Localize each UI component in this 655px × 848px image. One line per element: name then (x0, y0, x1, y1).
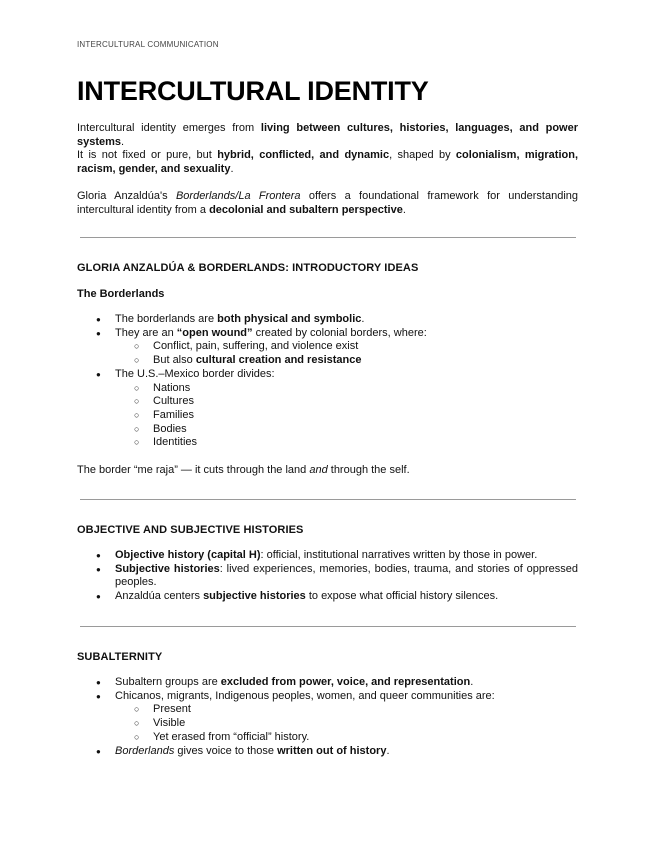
section-heading: OBJECTIVE AND SUBJECTIVE HISTORIES (77, 524, 304, 536)
borderlands-section (77, 262, 578, 478)
sub-list-item: ○ Conflict, pain, suffering, and violence exist (115, 340, 578, 354)
subalternity-section (77, 651, 578, 758)
page-title: INTERCULTURAL IDENTITY (77, 76, 429, 106)
list-item: ● The borderlands are both physical and symbolic. (77, 313, 578, 327)
divider (80, 237, 576, 238)
closing-line: The border “me raja” — it cuts through the land and through the self. (77, 464, 410, 477)
sub-list (115, 703, 578, 744)
sub-list (115, 382, 578, 451)
sub-list-item: ○ Yet erased from “official” history. (115, 731, 578, 745)
divider (80, 499, 576, 500)
sub-list-item: ○ Present (115, 703, 578, 717)
sub-list (115, 340, 578, 367)
sub-list-item: ○ Cultures (115, 395, 578, 409)
sub-list-item: ○ Bodies (115, 423, 578, 437)
bullet-list (77, 313, 578, 450)
list-item: ● The U.S.–Mexico border divides: ○ Nations ○ Cultures ○ Families ○ Bodies ○ Identities (77, 368, 578, 450)
sub-heading: The Borderlands (77, 288, 165, 300)
section-heading: SUBALTERNITY (77, 651, 163, 663)
intro-paragraph-3: Gloria Anzaldúa's Borderlands/La Frontera offers a foundational framework for understanding intercultural identity from a decolonial and subaltern perspective. (77, 189, 579, 216)
sub-list-item: ○ Families (115, 409, 578, 423)
list-item: ● Chicanos, migrants, Indigenous peoples, women, and queer communities are: ○ Present ○ Visible ○ Yet erased from “official” history. (77, 690, 578, 745)
intro-paragraph-1: Intercultural identity emerges from living between cultures, histories, languages, and power systems. (77, 122, 578, 148)
sub-list-item: ○ Nations (115, 382, 578, 396)
bullet-list (77, 676, 578, 758)
sub-list-item: ○ But also cultural creation and resistance (115, 354, 578, 368)
divider (80, 626, 576, 627)
histories-section (77, 524, 578, 604)
intro-section (77, 122, 578, 217)
list-item: ● Subaltern groups are excluded from power, voice, and representation. (77, 676, 578, 690)
intro-paragraph-2: It is not fixed or pure, but hybrid, conflicted, and dynamic, shaped by colonialism, migration, racism, gender, and sexuality. (77, 149, 579, 176)
section-heading: GLORIA ANZALDÚA & BORDERLANDS: INTRODUCTORY IDEAS (77, 262, 419, 274)
list-item: ● Subjective histories: lived experiences, memories, bodies, trauma, and stories of oppressed peoples. (77, 563, 578, 590)
list-item: ● Borderlands gives voice to those written out of history. (77, 745, 578, 759)
sub-list-item: ○ Visible (115, 717, 578, 731)
list-item: ● They are an “open wound” created by colonial borders, where: ○ Conflict, pain, suffering, and violence exist ○ But also cultural creation and resistance (77, 327, 578, 368)
list-item: ● Objective history (capital H): official, institutional narratives written by those in power. (77, 549, 578, 563)
sub-list-item: ○ Identities (115, 436, 578, 450)
running-header: INTERCULTURAL COMMUNICATION (77, 40, 219, 49)
list-item: ● Anzaldúa centers subjective histories to expose what official history silences. (77, 590, 578, 604)
bullet-list (77, 549, 578, 604)
